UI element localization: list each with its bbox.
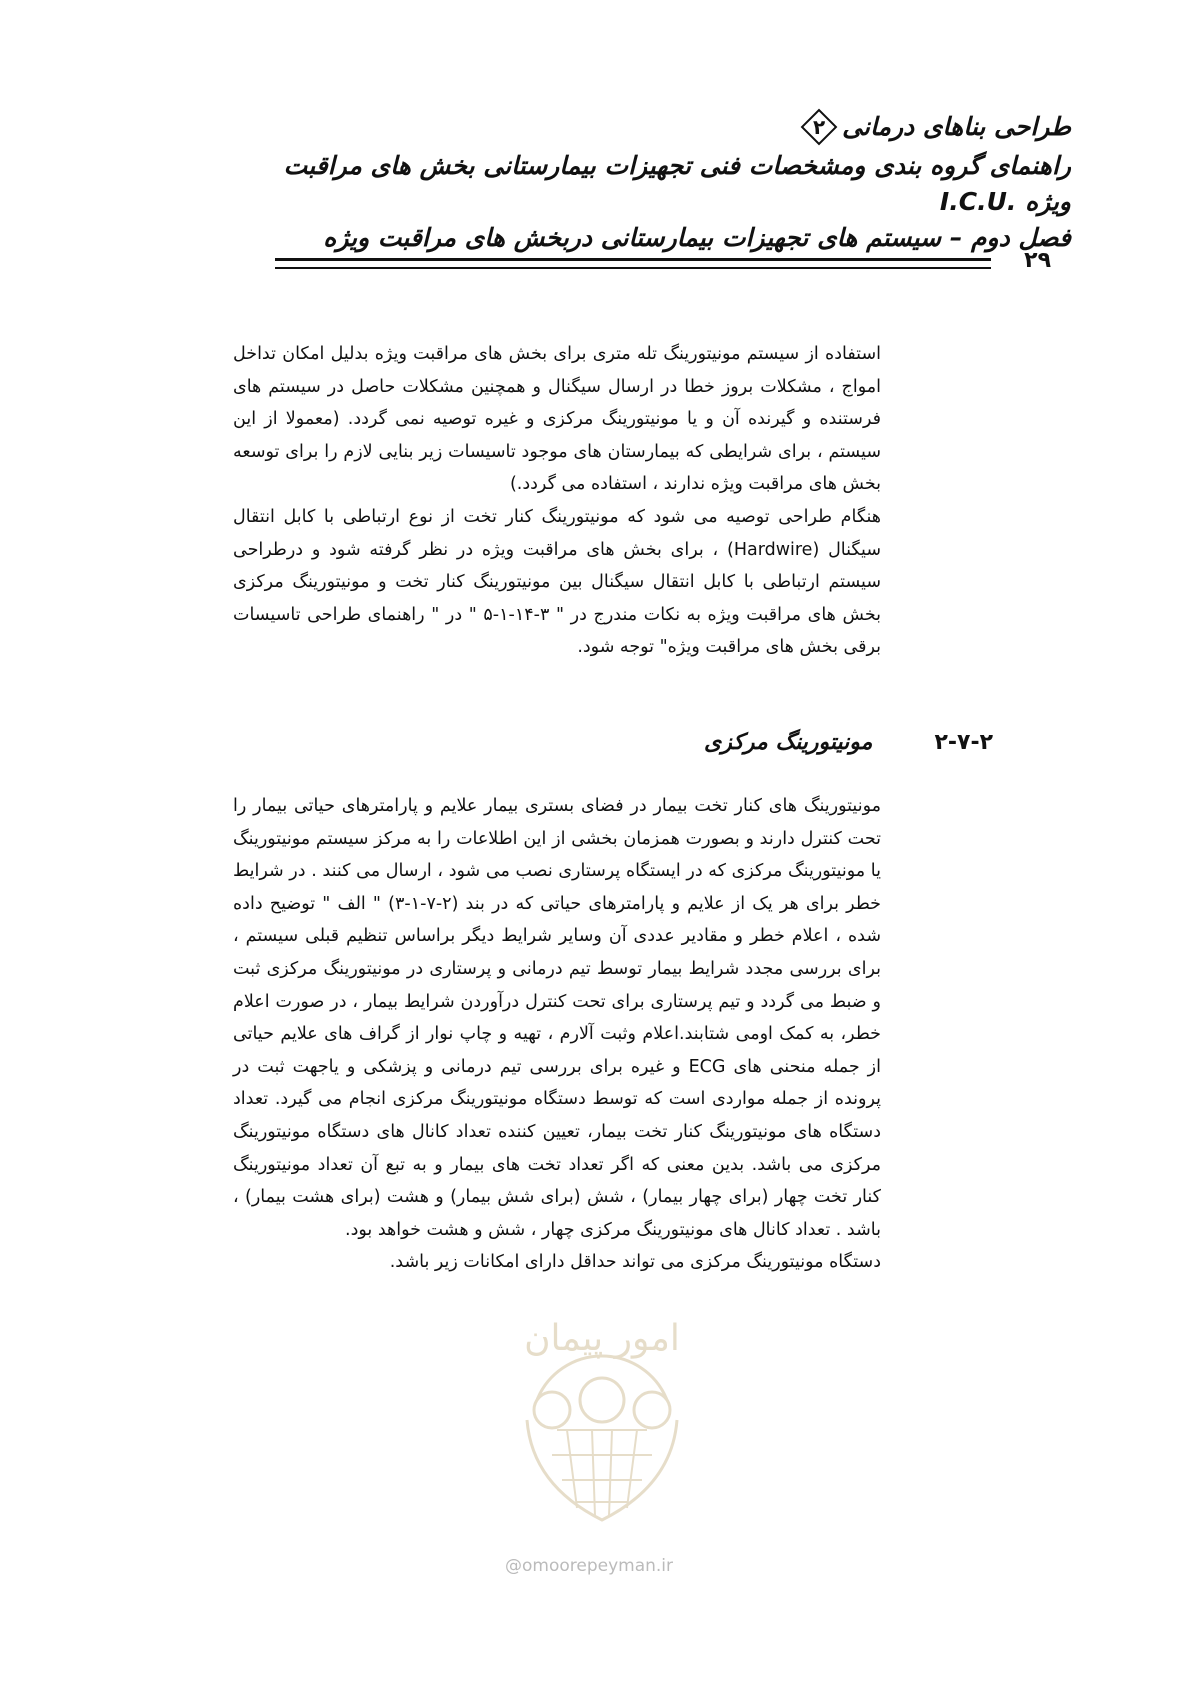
header-book-title-row	[270, 110, 1071, 144]
volume-number: ۲	[813, 115, 826, 139]
paragraph-telemetry: استفاده از سیستم مونیتورینگ تله متری برای بخش های مراقبت ویژه بدلیل امکان تداخل امواج ، مشکلات بروز خطا در ارسال سیگنال و همچنین مشکلات حاصل در سیستم های فرستنده و گیرنده آن و یا مونیتورینگ مرکزی و غیره توصیه نمی گردد. (معمولا از این سیستم ، برای شرایطی که بیمارستان های موجود تاسیسات زیر بنایی لازم را برای توسعه بخش های مراقبت ویژه ندارند ، استفاده می گردد.)	[233, 344, 881, 495]
header-divider	[275, 258, 991, 269]
central-monitoring-text-block	[233, 790, 881, 1279]
intro-text-block	[233, 338, 881, 664]
watermark-url: @omoorepeyman.ir	[505, 1556, 674, 1576]
watermark-seal-text: امور پیمان	[524, 1318, 680, 1359]
section-title: مونیتورینگ مرکزی	[704, 730, 873, 755]
document-subtitle: راهنمای گروه بندی ومشخصات فنی تجهیزات بیمارستانی بخش های مراقبت ویژه .I.C.U	[283, 151, 1071, 216]
volume-badge	[802, 110, 836, 144]
header-rule-row	[275, 248, 1051, 273]
section-heading	[690, 730, 993, 755]
chapter-title: فصل دوم – سیستم های تجهیزات بیمارستانی دربخش های مراقبت ویژه	[323, 223, 1071, 252]
watermark-seal	[497, 1280, 707, 1550]
page-header	[270, 110, 1071, 256]
paragraph-central-monitoring: مونیتورینگ های کنار تخت بیمار در فضای بستری بیمار علایم و پارامترهای حیاتی بیمار را تحت کنترل دارند و بصورت همزمان بخشی از این اطلاعات را به مرکز سیستم مونیتورینگ یا مونیتورینگ مرکزی که در ایستگاه پرستاری نصب می شود ، ارسال می کنند . در شرایط خطر برای هر یک از علایم و پارامترهای حیاتی که در بند (۲-۷-۱-۳) " الف " توضیح داده شده ، اعلام خطر و مقادیر عددی آن وسایر شرایط دیگر براساس تنظیم قبلی سیستم ، برای بررسی مجدد شرایط بیمار توسط تیم درمانی و پرستاری در مونیتورینگ مرکزی ثبت و ضبط می گردد و تیم پرستاری برای تحت کنترل درآوردن شرایط بیمار ، در صورت اعلام خطر، به کمک اومی شتابند.اعلام وثبت آلارم ، تهیه و چاپ نوار از گراف های علایم حیاتی از جمله منحنی های ECG و غیره برای بررسی تیم درمانی و پزشکی و یاجهت ثبت در پرونده از جمله مواردی است که توسط دستگاه مونیتورینگ مرکزی انجام می گیرد. تعداد دستگاه های مونیتورینگ کنار تخت بیمار، تعیین کننده تعداد کانال های دستگاه مونیتورینگ مرکزی می باشد. بدین معنی که اگر تعداد تخت های بیمار و به تبع آن تعداد مونیتورینگ کنار تخت چهار (برای چهار بیمار) ، شش (برای شش بیمار) و هشت (برای هشت بیمار) ، باشد . تعداد کانال های مونیتورینگ مرکزی چهار ، شش و هشت خواهد بود.	[233, 796, 881, 1240]
section-number: ۲-۷-۲	[934, 730, 993, 755]
paragraph-capabilities: دستگاه مونیتورینگ مرکزی می تواند حداقل دارای امکانات زیر باشد.	[389, 1252, 881, 1273]
paragraph-hardwire: هنگام طراحی توصیه می شود که مونیتورینگ کنار تخت از نوع ارتباطی با کابل انتقال سیگنال (Hardwire) ، برای بخش های مراقبت ویژه در نظر گرفته شود و درطراحی سیستم ارتباطی با کابل انتقال سیگنال بین مونیتورینگ کنار تخت و مونیتورینگ مرکزی بخش های مراقبت ویژه به نکات مندرج در " ۳-۱۴-۱-۵ " در " راهنمای طراحی تاسیسات برقی بخش های مراقبت ویژه" توجه شود.	[233, 506, 882, 658]
book-title: طراحی بناهای درمانی	[842, 112, 1071, 141]
page-number: ۲۹	[1024, 248, 1051, 273]
